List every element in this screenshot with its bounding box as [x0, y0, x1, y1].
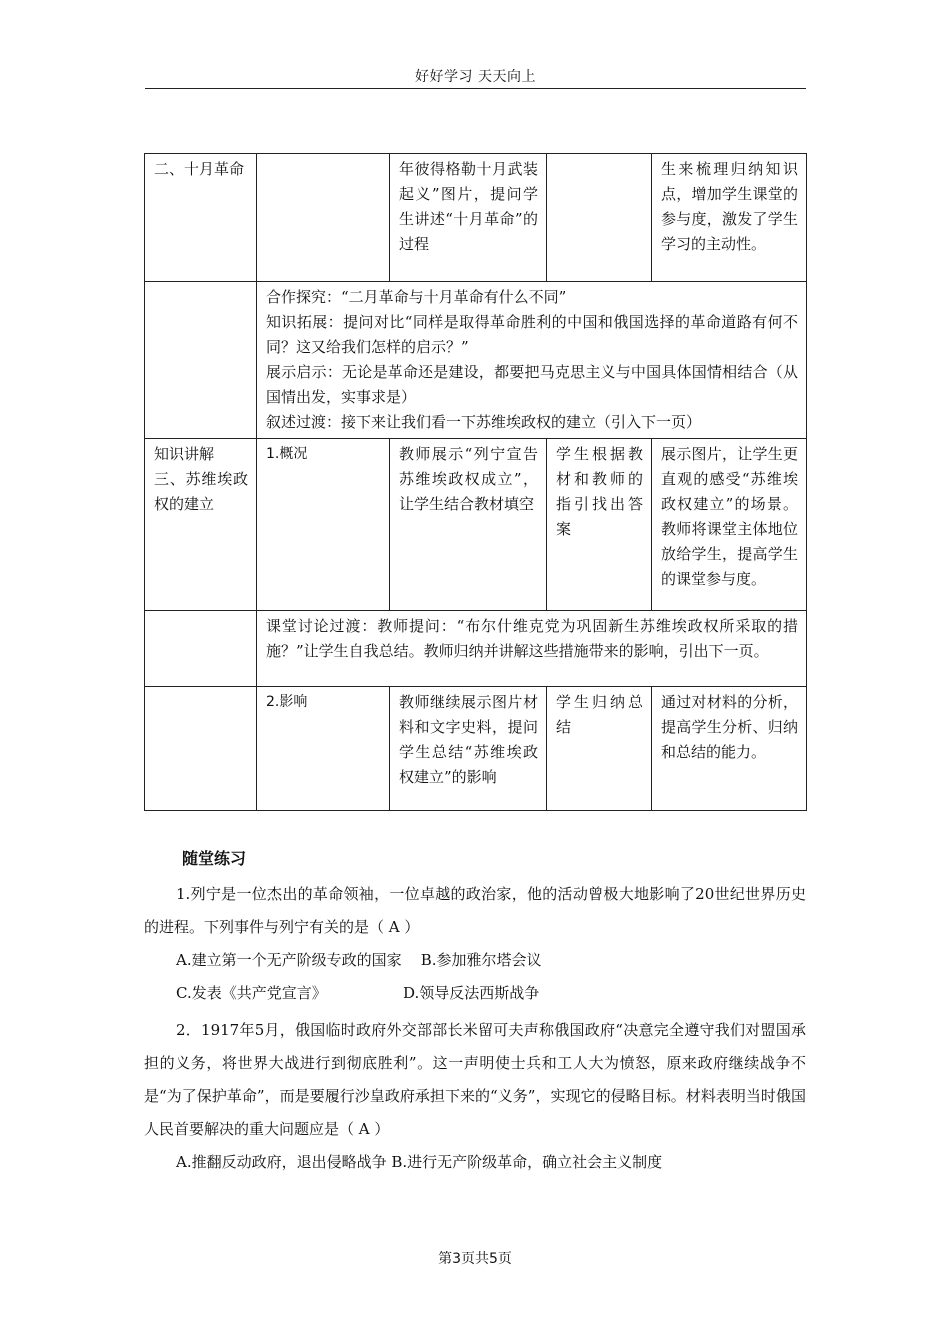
practice-title: 随堂练习 — [182, 849, 247, 868]
option-row — [144, 977, 806, 1010]
option-b: B.参加雅尔塔会议 — [420, 951, 542, 969]
cell-student-activity: 学生根据教材和教师的指引找出答案 — [547, 439, 652, 611]
topic-title: 三、苏维埃政权的建立 — [154, 470, 248, 513]
note-line: 合作探究：“二月革命与十月革命有什么不同” — [266, 288, 567, 306]
question-stem: 2．1917年5月，俄国临时政府外交部部长米留可夫声称俄国政府“决意完全遵守我们对盟国承担的义务，将世界大战进行到彻底胜利”。这一声明使士兵和工人大为愤怒，原来政府继续战争不是“为了保护革命”，而是要履行沙皇政府承担下来的“义务”，实现它的侵略目标。材料表明当时俄国人民首要解决的重大问题应是（ A ） — [144, 1021, 806, 1138]
cell-topic — [145, 687, 257, 811]
cell-transition-note: 课堂讨论过渡：教师提问：“布尔什维克党为巩固新生苏维埃政权所采取的措施？”让学生自我总结。教师归纳并讲解这些措施带来的影响，引出下一页。 — [257, 611, 807, 687]
cell-topic — [145, 611, 257, 687]
table-row — [145, 154, 807, 282]
table-row — [145, 282, 807, 439]
page-header: 好好学习 天天向上 — [145, 66, 806, 89]
cell-topic — [145, 439, 257, 611]
option-row — [144, 944, 806, 977]
cell-design-intent: 通过对材料的分析，提高学生分析、归纳和总结的能力。 — [652, 687, 807, 811]
cell-topic — [145, 282, 257, 439]
cell-teacher-activity: 教师继续展示图片材料和文字史料，提问学生总结“苏维埃政权建立”的影响 — [390, 687, 547, 811]
cell-design-intent: 生来梳理归纳知识点，增加学生课堂的参与度，激发了学生学习的主动性。 — [652, 154, 807, 282]
cell-content — [257, 154, 390, 282]
lesson-plan-table — [144, 153, 807, 811]
table-row — [145, 611, 807, 687]
note-line: 展示启示：无论是革命还是建设，都要把马克思主义与中国具体国情相结合（从国情出发，实事求是） — [266, 363, 798, 406]
note-line: 叙述过渡：接下来让我们看一下苏维埃政权的建立（引入下一页） — [266, 413, 702, 431]
question-2 — [144, 1014, 806, 1179]
option-row: A.推翻反动政府，退出侵略战争 B.进行无产阶级革命，确立社会主义制度 — [176, 1153, 663, 1171]
cell-activity-notes — [257, 282, 807, 439]
table-row — [145, 687, 807, 811]
cell-content: 1.概况 — [257, 439, 390, 611]
option-a: A.建立第一个无产阶级专政的国家 — [176, 951, 402, 969]
note-line: 知识拓展：提问对比“同样是取得革命胜利的中国和俄国选择的革命道路有何不同？这又给我们怎样的启示？” — [266, 313, 798, 356]
option-d: D.领导反法西斯战争 — [403, 984, 540, 1002]
cell-design-intent: 展示图片，让学生更直观的感受“苏维埃政权建立”的场景。教师将课堂主体地位放给学生，提高学生的课堂参与度。 — [652, 439, 807, 611]
cell-teacher-activity: 教师展示“列宁宣告苏维埃政权成立”，让学生结合教材填空 — [390, 439, 547, 611]
page-footer: 第3页共5页 — [438, 1251, 512, 1267]
cell-content: 2.影响 — [257, 687, 390, 811]
cell-topic: 二、十月革命 — [145, 154, 257, 282]
cell-student-activity — [547, 154, 652, 282]
question-1 — [144, 878, 806, 1010]
table-row — [145, 439, 807, 611]
question-stem: 1.列宁是一位杰出的革命领袖，一位卓越的政治家，他的活动曾极大地影响了20世纪世界历史的进程。下列事件与列宁有关的是（ A ） — [144, 885, 806, 936]
cell-teacher-activity: 年彼得格勒十月武装起义”图片，提问学生讲述“十月革命”的过程 — [390, 154, 547, 282]
option-c: C.发表《共产党宣言》 — [176, 984, 327, 1002]
cell-student-activity: 学生归纳总结 — [547, 687, 652, 811]
topic-label: 知识讲解 — [154, 445, 215, 463]
